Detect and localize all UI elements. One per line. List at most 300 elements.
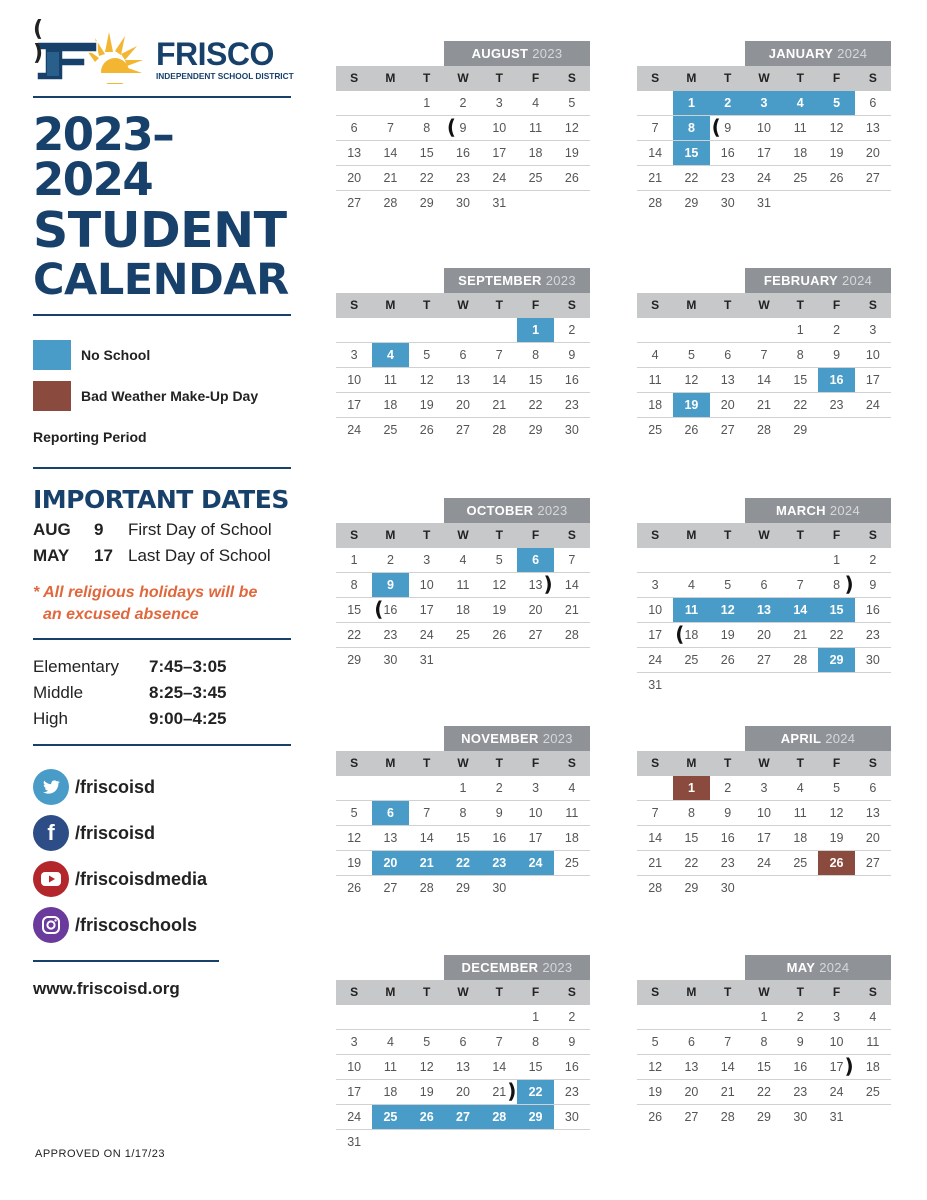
day-cell	[372, 1105, 408, 1129]
day-number: 25	[383, 423, 398, 437]
social-instagram[interactable]: /friscoschools	[33, 902, 291, 948]
week-row	[336, 1005, 590, 1030]
title-student: STUDENT	[33, 202, 287, 259]
day-number: 13	[528, 578, 543, 592]
week-row	[336, 876, 590, 901]
weekday-label: W	[758, 298, 770, 312]
day-cell	[818, 368, 854, 392]
week-row	[336, 1105, 590, 1130]
day-number: 13	[865, 806, 880, 820]
empty-cell	[372, 318, 408, 342]
hours-row: Elementary 7:45–3:05	[33, 657, 227, 676]
day-number: 6	[869, 781, 877, 795]
day-cell	[554, 343, 590, 367]
day-number: 1	[350, 553, 358, 567]
day-cell	[445, 116, 481, 140]
day-cell	[554, 393, 590, 417]
day-number: 3	[833, 1010, 841, 1024]
weekday-label: S	[567, 298, 576, 312]
day-cell	[673, 801, 709, 825]
day-cell	[445, 598, 481, 622]
day-number: 17	[865, 373, 880, 387]
month-august	[336, 41, 590, 216]
week-row	[336, 826, 590, 851]
day-cell	[372, 368, 408, 392]
weekday-label: S	[567, 528, 576, 542]
day-cell	[710, 826, 746, 850]
day-cell	[746, 141, 782, 165]
day-cell	[336, 343, 372, 367]
day-number: 21	[383, 171, 398, 185]
website-link[interactable]: www.friscoisd.org	[33, 979, 180, 998]
weekday-header	[637, 293, 891, 318]
day-number: 8	[532, 348, 540, 362]
day-cell	[409, 418, 445, 443]
day-cell	[336, 418, 372, 443]
weekday-label: F	[531, 71, 540, 85]
day-number: 10	[347, 373, 362, 387]
day-cell	[746, 648, 782, 672]
day-number: 1	[532, 1010, 540, 1024]
day-cell	[409, 116, 445, 140]
day-number: 19	[829, 146, 844, 160]
day-cell	[517, 368, 553, 392]
day-cell	[746, 368, 782, 392]
week-row	[336, 801, 590, 826]
day-number: 7	[651, 806, 659, 820]
day-number: 5	[350, 806, 358, 820]
day-cell	[637, 191, 673, 216]
day-number: 26	[564, 171, 579, 185]
weekday-label: T	[724, 756, 732, 770]
day-number: 26	[829, 856, 844, 870]
weekday-label: M	[686, 298, 697, 312]
day-cell	[855, 826, 891, 850]
month-september	[336, 268, 590, 443]
day-cell	[445, 876, 481, 901]
day-cell	[445, 1105, 481, 1129]
week-row	[336, 1030, 590, 1055]
day-number: 10	[648, 603, 663, 617]
day-cell	[710, 1080, 746, 1104]
week-row	[637, 418, 891, 443]
day-cell	[372, 648, 408, 673]
day-number: 14	[720, 1060, 735, 1074]
day-cell	[710, 418, 746, 443]
day-number: 9	[724, 806, 732, 820]
day-number: 29	[456, 881, 470, 895]
day-number: 7	[796, 578, 804, 592]
day-number: 16	[865, 603, 880, 617]
hours-row: Middle 8:25–3:45	[33, 683, 227, 702]
day-cell	[710, 623, 746, 647]
empty-cell	[517, 1130, 553, 1155]
day-number: 28	[757, 423, 771, 437]
empty-cell	[855, 191, 891, 216]
day-number: 11	[565, 806, 579, 820]
social-twitter[interactable]: /friscoisd	[33, 764, 291, 810]
day-number: 6	[724, 348, 732, 362]
day-number: 28	[492, 1110, 507, 1124]
week-row	[637, 851, 891, 876]
day-number: 25	[684, 653, 699, 667]
day-number: 10	[865, 348, 880, 362]
day-number: 28	[720, 1110, 735, 1124]
day-number: 23	[564, 398, 579, 412]
week-row	[336, 91, 590, 116]
day-cell	[637, 801, 673, 825]
day-number: 2	[568, 323, 576, 337]
day-number: 4	[796, 96, 804, 110]
empty-cell	[710, 548, 746, 572]
empty-cell	[782, 191, 818, 216]
reporting-period-start: (	[446, 115, 456, 139]
day-cell	[336, 116, 372, 140]
day-cell	[710, 598, 746, 622]
empty-cell	[517, 648, 553, 673]
day-number: 4	[651, 348, 659, 362]
day-cell	[336, 548, 372, 572]
week-row	[637, 673, 891, 698]
divider	[33, 638, 291, 640]
day-cell	[818, 851, 854, 875]
reporting-period-end: )	[844, 1054, 854, 1078]
day-number: 16	[456, 146, 470, 160]
day-number: 24	[865, 398, 880, 412]
day-cell	[517, 573, 553, 597]
weekday-label: W	[457, 756, 469, 770]
day-cell	[445, 393, 481, 417]
month-name: MARCH	[775, 503, 826, 518]
day-cell	[855, 851, 891, 875]
day-cell	[673, 851, 709, 875]
day-number: 1	[796, 323, 804, 337]
day-number: 20	[456, 398, 470, 412]
weekday-label: S	[868, 756, 877, 770]
week-row	[637, 598, 891, 623]
day-cell	[673, 598, 709, 622]
week-row	[336, 393, 590, 418]
weekday-label: T	[796, 298, 804, 312]
day-cell	[818, 1030, 854, 1054]
day-cell	[673, 1105, 709, 1130]
weekday-label: M	[385, 71, 396, 85]
day-number: 13	[347, 146, 362, 160]
day-number: 5	[423, 348, 431, 362]
weekday-label: T	[423, 756, 431, 770]
day-cell	[710, 166, 746, 190]
day-cell	[554, 368, 590, 392]
empty-cell	[445, 648, 481, 673]
social-facebook[interactable]: f /friscoisd	[33, 810, 291, 856]
day-number: 31	[757, 196, 771, 210]
day-number: 19	[564, 146, 579, 160]
empty-cell	[673, 673, 709, 698]
day-number: 31	[492, 196, 507, 210]
day-cell	[409, 1030, 445, 1054]
day-number: 17	[829, 1060, 844, 1074]
day-number: 16	[564, 373, 579, 387]
weather-swatch	[33, 381, 71, 411]
weekday-label: S	[567, 985, 576, 999]
day-number: 29	[347, 653, 362, 667]
day-number: 3	[869, 323, 877, 337]
day-number: 19	[419, 1085, 434, 1099]
day-cell	[782, 1055, 818, 1079]
month-april	[637, 726, 891, 901]
weekday-label: T	[724, 528, 732, 542]
weekday-label: W	[457, 71, 469, 85]
day-number: 29	[757, 1110, 771, 1124]
day-cell	[673, 393, 709, 417]
day-number: 22	[684, 171, 699, 185]
empty-cell	[818, 418, 854, 443]
day-cell	[673, 573, 709, 597]
day-number: 18	[456, 603, 470, 617]
week-row	[336, 418, 590, 443]
day-cell	[372, 1055, 408, 1079]
day-cell	[336, 141, 372, 165]
day-number: 5	[833, 781, 841, 795]
weekday-label: S	[651, 528, 660, 542]
day-cell	[409, 1080, 445, 1104]
day-cell	[710, 116, 746, 140]
week-row	[336, 166, 590, 191]
day-number: 9	[386, 578, 394, 592]
weekday-label: M	[686, 756, 697, 770]
weekday-header	[637, 523, 891, 548]
empty-cell	[336, 1005, 372, 1029]
day-number: 23	[865, 628, 880, 642]
day-cell	[409, 1055, 445, 1079]
day-number: 18	[648, 398, 663, 412]
day-cell	[372, 851, 408, 875]
day-number: 30	[564, 423, 579, 437]
week-row	[637, 648, 891, 673]
day-cell	[517, 851, 553, 875]
empty-cell	[481, 1005, 517, 1029]
day-cell	[481, 548, 517, 572]
day-cell	[409, 623, 445, 647]
week-row	[336, 1080, 590, 1105]
day-number: 11	[684, 603, 699, 617]
day-number: 15	[528, 1060, 543, 1074]
day-number: 27	[347, 196, 362, 210]
empty-cell	[409, 1005, 445, 1029]
day-cell	[818, 801, 854, 825]
day-number: 22	[456, 856, 470, 870]
day-cell	[445, 1030, 481, 1054]
week-row	[336, 343, 590, 368]
day-cell	[372, 876, 408, 901]
weekday-label: W	[457, 985, 469, 999]
day-number: 8	[459, 806, 467, 820]
day-cell	[336, 368, 372, 392]
day-cell	[782, 1005, 818, 1029]
day-number: 19	[684, 398, 699, 412]
day-cell	[517, 623, 553, 647]
day-number: 19	[419, 398, 434, 412]
day-cell	[517, 1005, 553, 1029]
empty-cell	[746, 548, 782, 572]
divider	[33, 96, 291, 98]
month-name: APRIL	[780, 731, 822, 746]
day-cell	[818, 1105, 854, 1130]
empty-cell	[554, 876, 590, 901]
weekday-label: M	[385, 298, 396, 312]
day-cell	[673, 623, 709, 647]
divider	[33, 314, 291, 316]
empty-cell	[673, 548, 709, 572]
day-number: 3	[423, 553, 431, 567]
weekday-label: W	[758, 756, 770, 770]
day-cell	[372, 393, 408, 417]
day-cell	[372, 141, 408, 165]
day-number: 5	[724, 578, 732, 592]
weekday-label: S	[651, 756, 660, 770]
youtube-icon	[33, 861, 69, 897]
weekday-header	[336, 66, 590, 91]
day-number: 11	[529, 121, 543, 135]
day-cell	[409, 368, 445, 392]
social-youtube[interactable]: /friscoisdmedia	[33, 856, 291, 902]
day-cell	[409, 548, 445, 572]
day-cell	[710, 1105, 746, 1130]
empty-cell	[481, 318, 517, 342]
day-number: 9	[459, 121, 467, 135]
day-number: 7	[568, 553, 576, 567]
day-number: 14	[383, 146, 398, 160]
day-number: 24	[829, 1085, 844, 1099]
day-cell	[409, 573, 445, 597]
day-cell	[554, 1055, 590, 1079]
day-number: 22	[757, 1085, 771, 1099]
day-cell	[372, 166, 408, 190]
day-cell	[554, 318, 590, 342]
day-number: 18	[684, 628, 699, 642]
day-cell	[336, 623, 372, 647]
day-number: 25	[564, 856, 579, 870]
day-number: 20	[347, 171, 362, 185]
day-number: 24	[492, 171, 507, 185]
day-number: 16	[492, 831, 507, 845]
weekday-header	[637, 980, 891, 1005]
day-cell	[409, 343, 445, 367]
day-cell	[855, 573, 891, 597]
day-number: 21	[419, 856, 434, 870]
month-year: 2024	[819, 960, 850, 975]
day-cell	[372, 573, 408, 597]
day-number: 2	[459, 96, 467, 110]
day-number: 10	[419, 578, 434, 592]
weekday-label: W	[758, 528, 770, 542]
twitter-icon	[33, 769, 69, 805]
day-cell	[517, 141, 553, 165]
day-number: 8	[532, 1035, 540, 1049]
day-number: 29	[419, 196, 434, 210]
day-number: 7	[495, 1035, 503, 1049]
day-number: 11	[456, 578, 470, 592]
day-cell	[782, 623, 818, 647]
day-number: 5	[495, 553, 503, 567]
day-cell	[710, 1030, 746, 1054]
week-row	[336, 116, 590, 141]
day-cell	[818, 343, 854, 367]
day-cell	[554, 573, 590, 597]
day-number: 1	[760, 1010, 768, 1024]
day-number: 21	[648, 171, 663, 185]
day-cell	[818, 1005, 854, 1029]
day-number: 12	[720, 603, 735, 617]
day-number: 7	[386, 121, 394, 135]
weekday-header	[637, 66, 891, 91]
day-cell	[818, 1055, 854, 1079]
day-number: 22	[829, 628, 844, 642]
empty-cell	[554, 648, 590, 673]
day-cell	[746, 1105, 782, 1130]
weekday-label: T	[495, 985, 503, 999]
day-number: 14	[648, 831, 663, 845]
day-number: 10	[757, 121, 771, 135]
day-number: 4	[386, 348, 394, 362]
weekday-label: W	[457, 298, 469, 312]
day-cell	[710, 776, 746, 800]
weekday-label: F	[531, 756, 540, 770]
weekday-label: F	[531, 528, 540, 542]
day-cell	[855, 598, 891, 622]
month-year: 2024	[825, 731, 856, 746]
day-number: 23	[793, 1085, 808, 1099]
weekday-header	[336, 523, 590, 548]
weekday-label: F	[832, 298, 841, 312]
day-number: 2	[495, 781, 503, 795]
day-cell	[673, 648, 709, 672]
day-cell	[746, 801, 782, 825]
day-cell	[481, 776, 517, 800]
day-cell	[372, 1030, 408, 1054]
day-number: 30	[564, 1110, 579, 1124]
day-cell	[637, 598, 673, 622]
school-hours	[33, 654, 291, 732]
empty-cell	[372, 1005, 408, 1029]
week-row	[637, 573, 891, 598]
day-number: 24	[528, 856, 543, 870]
day-cell	[855, 166, 891, 190]
day-cell	[782, 418, 818, 443]
week-row	[637, 1005, 891, 1030]
approval-note: APPROVED ON 1/17/23	[35, 1148, 165, 1160]
day-number: 15	[829, 603, 844, 617]
info-column	[33, 17, 294, 999]
divider	[33, 467, 291, 469]
day-number: 14	[564, 578, 579, 592]
day-number: 15	[684, 146, 699, 160]
day-number: 21	[793, 628, 808, 642]
day-number: 12	[829, 806, 844, 820]
day-cell	[409, 191, 445, 216]
day-cell	[517, 1105, 553, 1129]
day-cell	[517, 91, 553, 115]
day-cell	[481, 116, 517, 140]
week-row	[637, 393, 891, 418]
day-number: 17	[347, 1085, 362, 1099]
day-cell	[481, 91, 517, 115]
day-number: 2	[724, 781, 732, 795]
weekday-label: T	[724, 985, 732, 999]
empty-cell	[409, 1130, 445, 1155]
day-number: 31	[648, 678, 663, 692]
week-row	[336, 573, 590, 598]
